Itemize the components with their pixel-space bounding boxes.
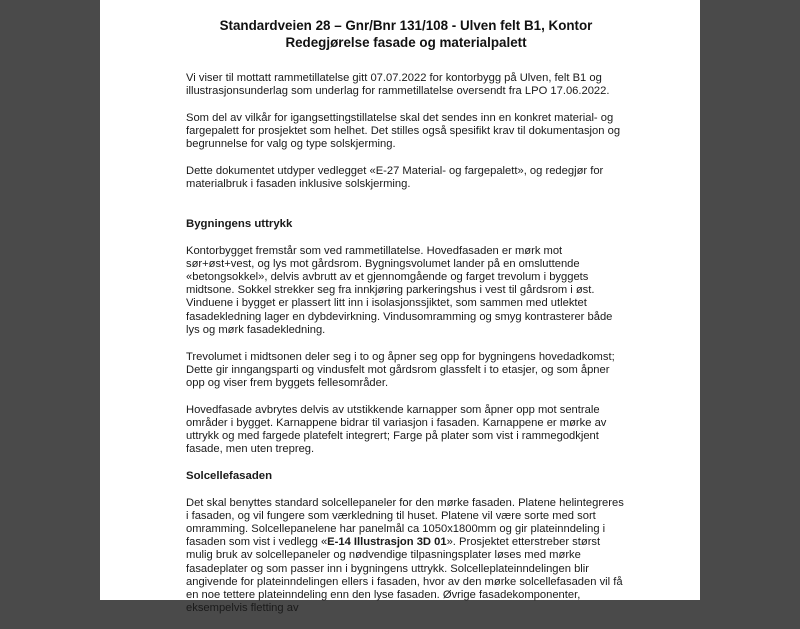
document-content bbox=[186, 0, 626, 629]
section-heading-solcellefasaden: Solcellefasaden bbox=[186, 469, 273, 482]
intro-paragraph-1: Vi viser til mottatt rammetillatelse gitt 07.07.2022 for kontorbygg på Ulven, felt B1 og illustrasjonsunderlag som underlag for rammetillatelse oversendt fra LPO 17.06.2022. bbox=[186, 72, 610, 98]
intro-paragraph-2: Som del av vilkår for igangsettingstillatelse skal det sendes inn en konkret material- og fargepalett for prosjektet som helhet. Det stilles også spesifikt krav til dokumentasjon og begrunnelse for valg og type solskjerming. bbox=[186, 111, 621, 151]
intro-paragraph-3: Dette dokumentet utdyper vedlegget «E-27 Material- og fargepalett», og redegjør for materialbruk i fasaden inklusive solskjerming. bbox=[186, 165, 604, 191]
section2-paragraph-1 bbox=[186, 497, 626, 616]
document-body bbox=[186, 72, 626, 616]
document-title bbox=[186, 17, 626, 51]
section1-paragraph-2: Trevolumet i midtsonen deler seg i to og åpner seg opp for bygningens hovedadkomst; Dette gir inngangsparti og vindusfelt mot gårdsrom glassfelt i to etasjer, og som åpner opp og viser frem byggets fellesområder. bbox=[186, 350, 615, 389]
section2-text-end: ». Prosjektet etterstreber størst mulig bruk av solcellepaneler og nødvendige tilpasningsplater løses med mørke fasadeplater og som passer inn i bygningens uttrykk. Solcelleplateinndelingen blir angivende for plateinndelingen ellers i fasaden, hvor av den mørke solcellefasaden vil få en noe tettere plateinndeling enn den lyse fasaden. Øvrige fasadekomponenter, eksempelvis fletting av bbox=[186, 536, 623, 615]
title-line-2: Redegjørelse fasade og materialpalett bbox=[285, 35, 527, 50]
section2-bold-reference: E-14 Illustrasjon 3D 01 bbox=[327, 536, 447, 549]
section-heading-bygningens-uttrykk: Bygningens uttrykk bbox=[186, 217, 293, 230]
section2-text-start: Det skal benyttes standard solcellepaneler for den mørke fasaden. Platene helintegreres i fasaden, og vil fungere som værkledning til huset. Platene vil være sorte med sort omramming. Solcellepanelene har panelmål ca 1050x1800mm og gir plateinndeling i fasaden som vist i vedlegg « bbox=[186, 496, 624, 549]
section1-paragraph-3: Hovedfasade avbrytes delvis av utstikkende karnapper som åpner opp mot sentrale områder i bygget. Karnappene bidrar til variasjon i fasaden. Karnappene er mørke av uttrykk og med fargede platefelt integrert; Farge på plater som vist i rammegodkjent fasade, men uten trepreg. bbox=[186, 403, 607, 456]
title-line-1: Standardveien 28 – Gnr/Bnr 131/108 - Ulven felt B1, Kontor bbox=[219, 18, 593, 33]
document-page bbox=[100, 0, 700, 615]
section1-paragraph-1: Kontorbygget fremstår som ved rammetillatelse. Hovedfasaden er mørk mot sør+øst+vest, og lys mot gårdsrom. Bygningsvolumet lander på en omsluttende «betongsokkel», delvis avbrutt av et gjennomgående og farget trevolum i byggets midtsone. Sokkel strekker seg fra innkjøring parkeringshus i vest til gårdsrom i øst. Vinduene i bygget er plassert litt inn i isolasjonssjiktet, som sammen med utlektet fasadekledning lager en dybdevirkning. Vindusomramming og smyg kontrasterer både lys og mørk fasadekledning. bbox=[186, 244, 613, 336]
